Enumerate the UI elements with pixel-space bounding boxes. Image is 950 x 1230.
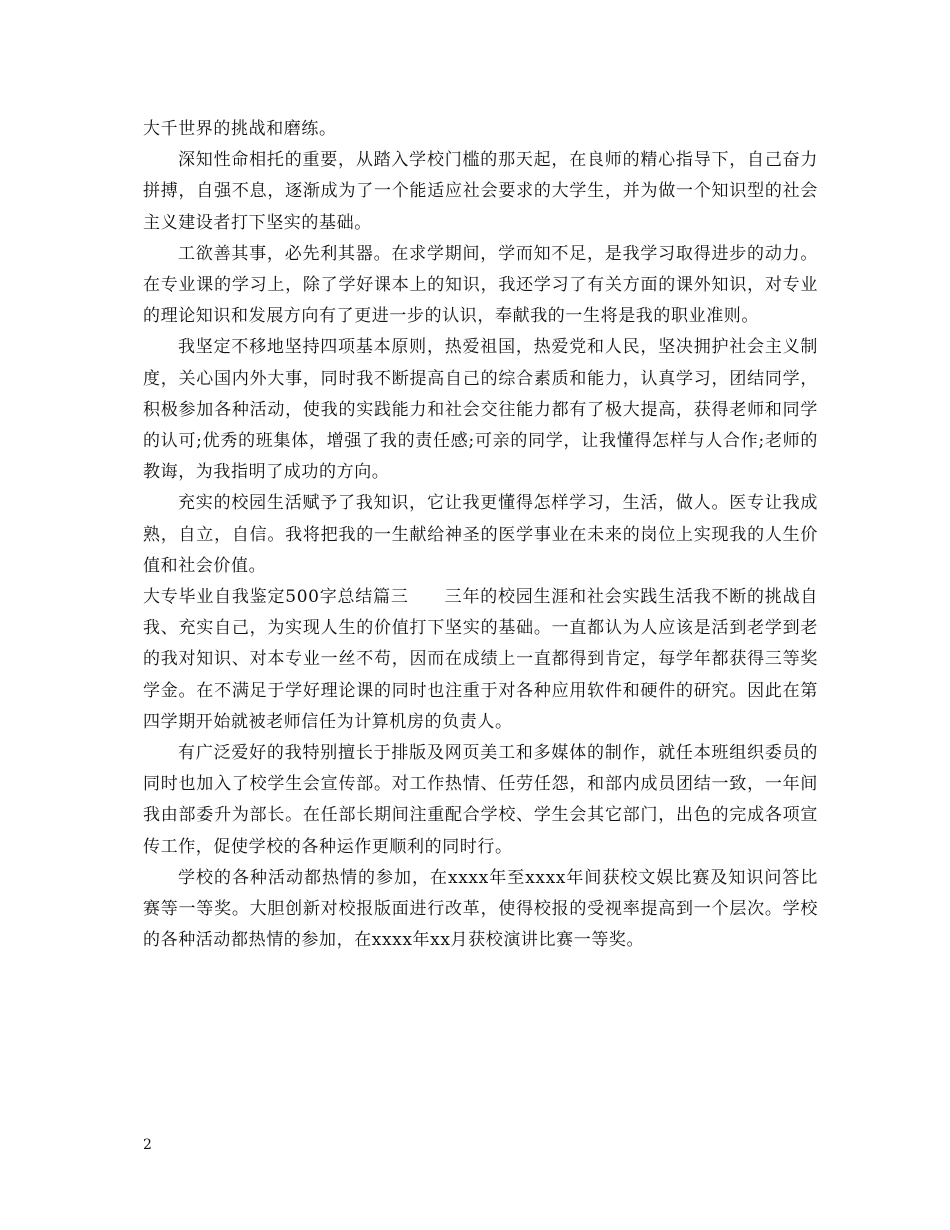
document-body [143, 114, 818, 956]
paragraph-1: 大千世界的挑战和磨练。 [143, 119, 337, 139]
section-heading: 大专毕业自我鉴定500字总结篇三 [143, 587, 409, 608]
section-paragraph [143, 582, 818, 738]
section-text: 三年的校园生涯和社会实践生活我不断的挑战自我、充实自己，为实现人生的价值打下坚实的基础。一直都认为人应该是活到老学到老的我对知识、对本专业一丝不苟，因而在成绩上一直都得到肯定，每学年都获得三等奖学金。在不满足于学好理论课的同时也注重于对各种应用软件和硬件的研究。因此在第四学期开始就被老师信任为计算机房的负责人。 [143, 587, 818, 732]
paragraph-5: 充实的校园生活赋予了我知识，它让我更懂得怎样学习，生活，做人。医专让我成熟，自立，自信。我将把我的一生献给神圣的医学事业在未来的岗位上实现我的人生价值和社会价值。 [143, 493, 818, 576]
paragraph-6: 有广泛爱好的我特别擅长于排版及网页美工和多媒体的制作，就任本班组织委员的同时也加入了校学生会宣传部。对工作热情、任劳任怨，和部内成员团结一致，一年间我由部委升为部长。在任部长期间注重配合学校、学生会其它部门，出色的完成各项宣传工作，促使学校的各种运作更顺利的同时行。 [143, 743, 818, 857]
paragraph-4: 我坚定不移地坚持四项基本原则，热爱祖国，热爱党和人民，坚决拥护社会主义制度，关心国内外大事，同时我不断提高自己的综合素质和能力，认真学习，团结同学，积极参加各种活动，使我的实践能力和社会交往能力都有了极大提高，获得老师和同学的认可;优秀的班集体，增强了我的责任感;可亲的同学，让我懂得怎样与人合作;老师的教诲，为我指明了成功的方向。 [143, 337, 818, 483]
paragraph-7: 学校的各种活动都热情的参加，在xxxx年至xxxx年间获校文娱比赛及知识问答比赛等一等奖。大胆创新对校报版面进行改革，使得校报的受视率提高到一个层次。学校的各种活动都热情的参加，在xxxx年xx月获校演讲比赛一等奖。 [143, 867, 818, 951]
paragraph-2: 深知性命相托的重要，从踏入学校门槛的那天起，在良师的精心指导下，自己奋力拼搏，自强不息，逐渐成为了一个能适应社会要求的大学生，并为做一个知识型的社会主义建设者打下坚实的基础。 [143, 150, 818, 233]
page-number: 2 [143, 1137, 152, 1153]
paragraph-3: 工欲善其事，必先利其器。在求学期间，学而知不足，是我学习取得进步的动力。在专业课的学习上，除了学好课本上的知识，我还学习了有关方面的课外知识，对专业的理论知识和发展方向有了更进一步的认识，奉献我的一生将是我的职业准则。 [143, 243, 818, 327]
